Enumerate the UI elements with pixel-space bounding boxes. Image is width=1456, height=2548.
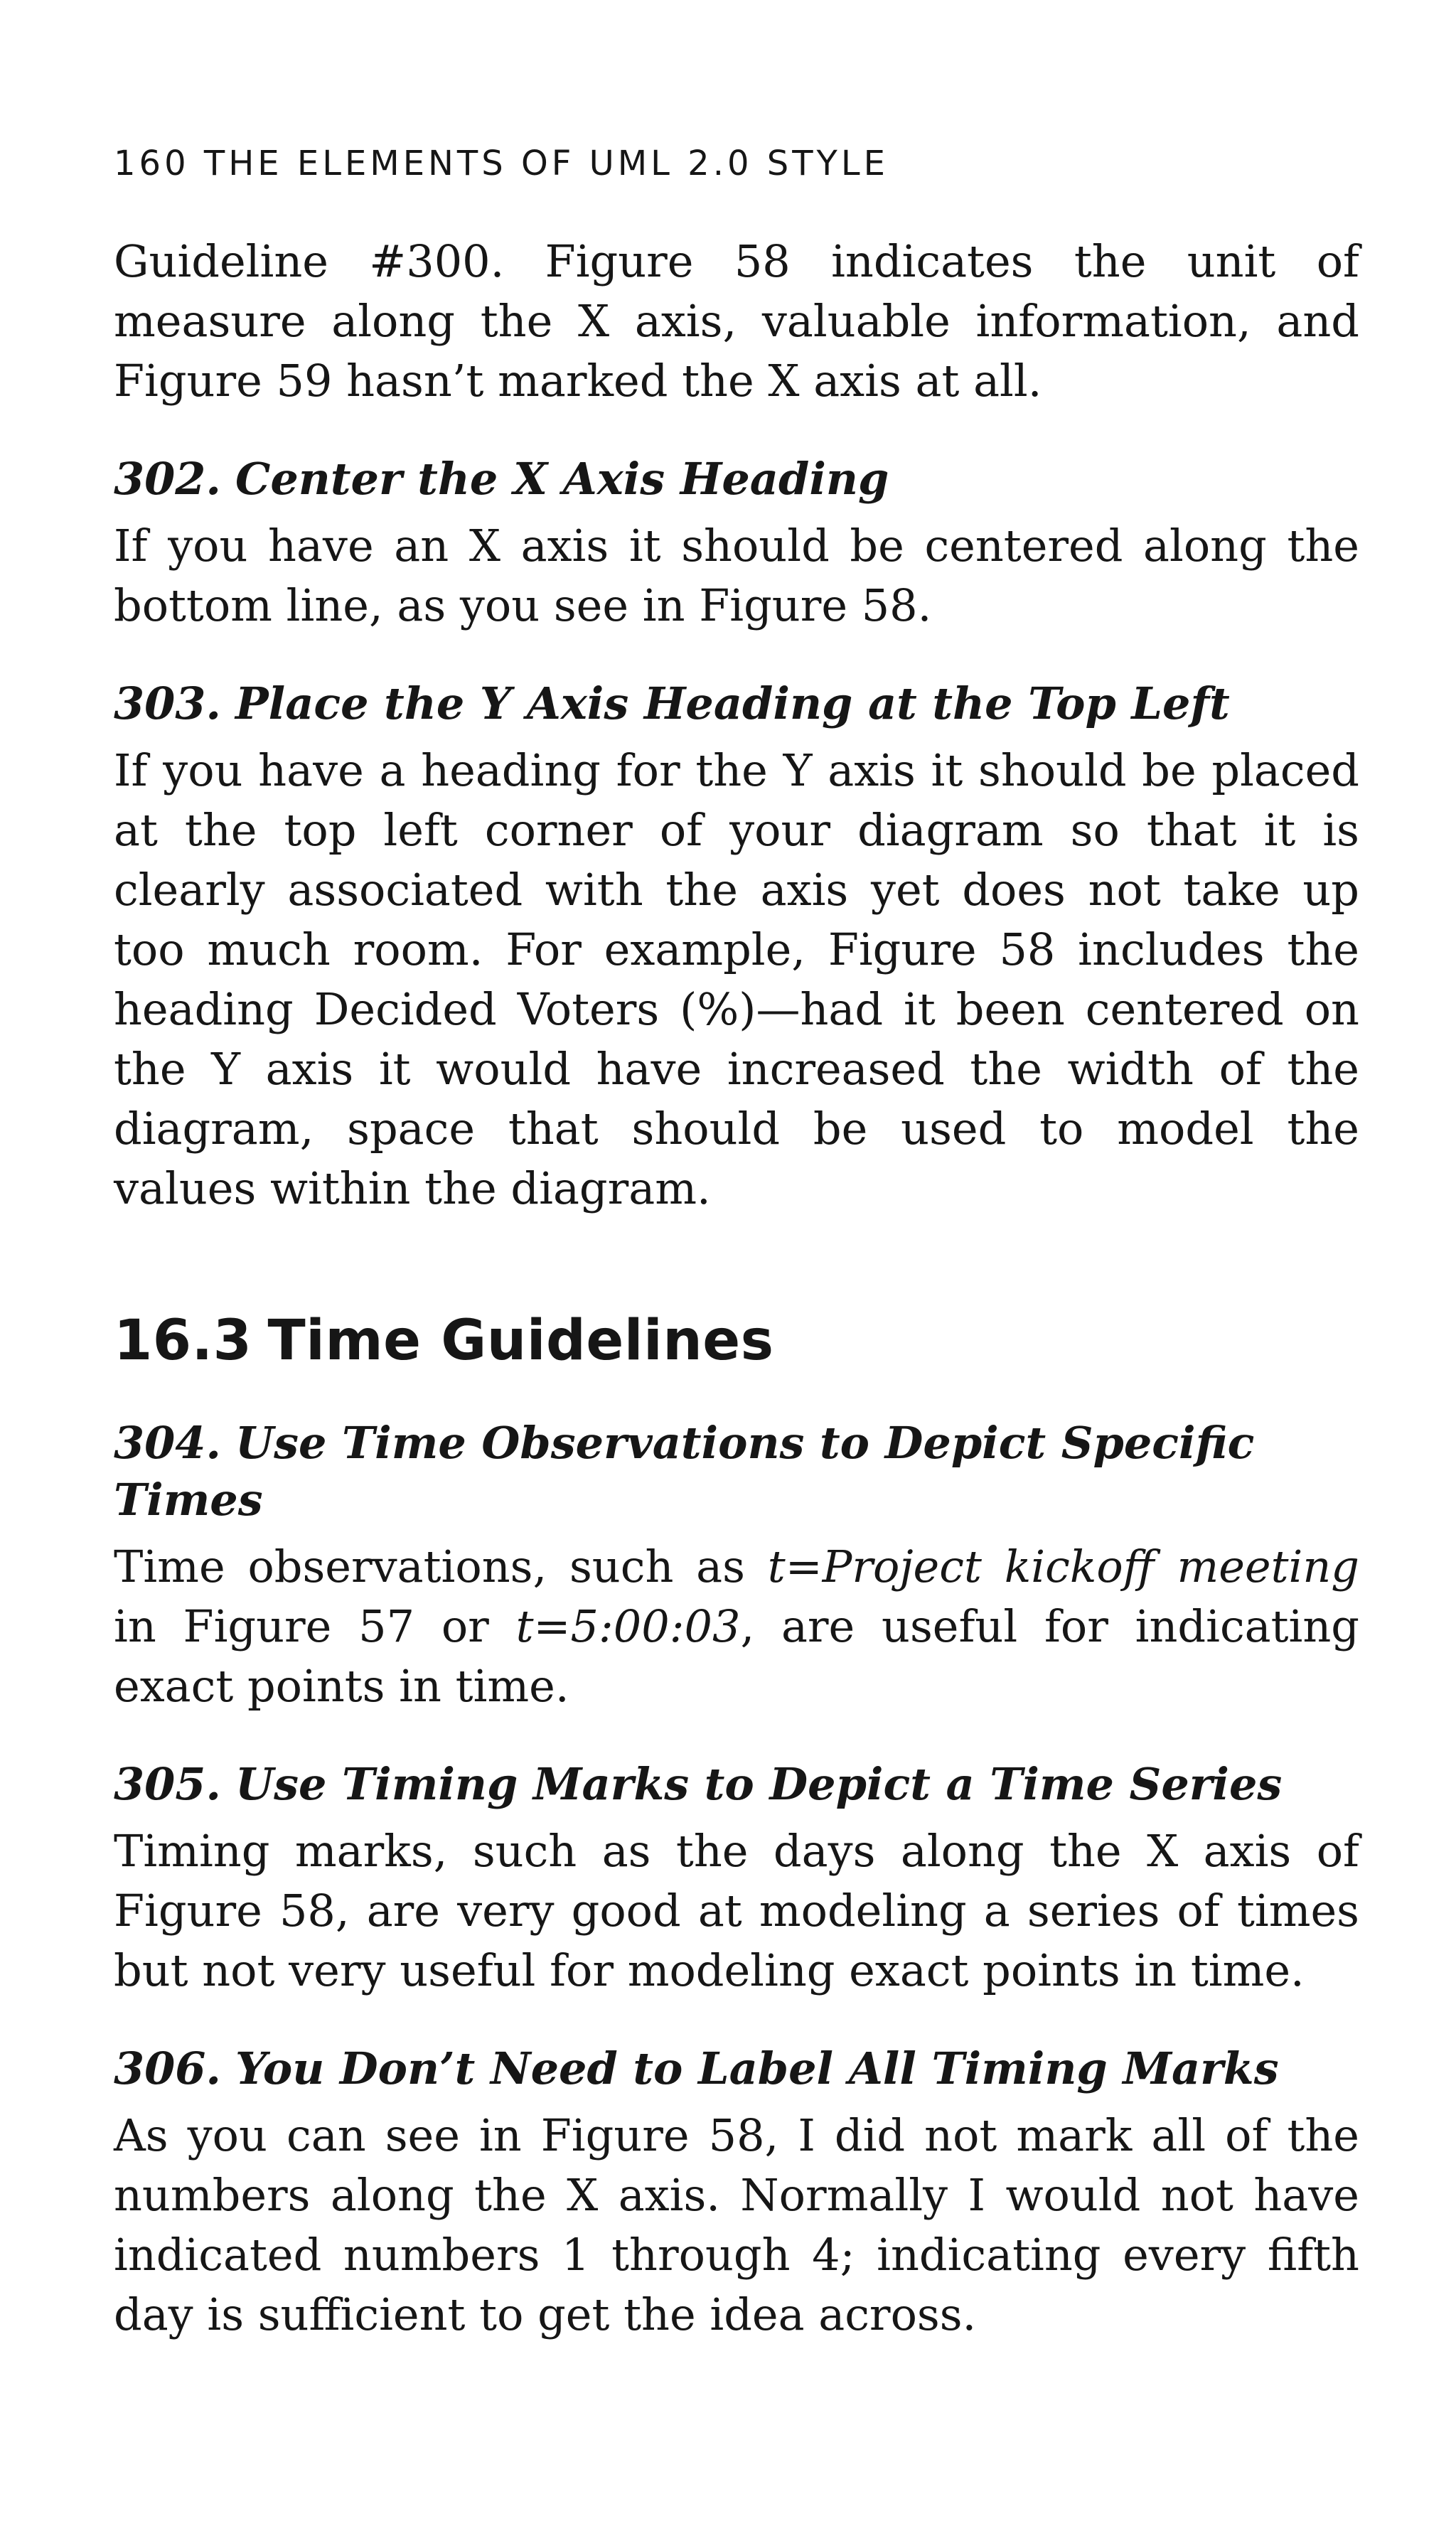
- guideline-text: Timing marks, such as the days along the X axis of Figure 58, are very good at modeling a series of times but not very useful for modeling exact points in time.: [114, 1825, 1359, 1996]
- running-head: 160 THE ELEMENTS OF UML 2.0 STYLE: [114, 144, 889, 183]
- guideline-304: [114, 1415, 1359, 1716]
- section-heading: [114, 1307, 1359, 1375]
- guideline-title: You Don’t Need to Label All Timing Marks: [235, 2043, 1279, 2094]
- guideline-heading: [114, 675, 1359, 732]
- guideline-number: 303.: [114, 678, 222, 729]
- guideline-title: Use Time Observations to Depict Specific Times: [114, 1417, 1255, 1526]
- continued-paragraph: Guideline #300. Figure 58 indicates the unit of measure along the X axis, valuable information, and Figure 59 hasn’t marked the X axis at all.: [114, 235, 1359, 407]
- guideline-number: 305.: [114, 1758, 222, 1810]
- guideline-text: If you have an X axis it should be centered along the bottom line, as you see in Figure 58.: [114, 520, 1359, 631]
- guideline-number: 306.: [114, 2043, 222, 2094]
- guideline-303: [114, 675, 1359, 1219]
- text-run: , are useful for indicating exact points in time.: [114, 1600, 1359, 1712]
- guideline-heading: [114, 1415, 1359, 1529]
- section-number: 16.3: [114, 1309, 252, 1373]
- guideline-305: [114, 1756, 1359, 2001]
- italic-time-observation: t=Project kickoff meeting: [767, 1541, 1359, 1592]
- guideline-number: 304.: [114, 1417, 222, 1469]
- guideline-text: [114, 1537, 1359, 1716]
- italic-time-observation: t=5:00:03: [515, 1600, 741, 1652]
- guideline-heading: [114, 2040, 1359, 2097]
- guideline-306: [114, 2040, 1359, 2345]
- guideline-heading: [114, 451, 1359, 508]
- guideline-title: Center the X Axis Heading: [235, 453, 889, 505]
- guideline-text: If you have a heading for the Y axis it should be placed at the top left corner of your diagram so that it is clearly associated with the axis yet does not take up too much room. For example, Figure 58 includes the heading Decided Voters (%)—had it been centered on the Y axis it would have increased the width of the diagram, space that should be used to model the values within the diagram.: [114, 744, 1359, 1214]
- guideline-title: Place the Y Axis Heading at the Top Left: [235, 678, 1230, 729]
- text-run: Time observations, such as: [114, 1541, 768, 1592]
- section-title: Time Guidelines: [267, 1309, 774, 1373]
- guideline-title: Use Timing Marks to Depict a Time Series: [235, 1758, 1283, 1810]
- guideline-number: 302.: [114, 453, 222, 505]
- book-page: [114, 142, 1359, 2345]
- guideline-text: As you can see in Figure 58, I did not mark all of the numbers along the X axis. Normally I would not have indicated numbers 1 through 4; indicating every fifth day is sufficient to get the idea across.: [114, 2109, 1359, 2340]
- section-time-guidelines: [114, 1307, 1359, 1375]
- guideline-302: [114, 451, 1359, 636]
- text-run: in Figure 57 or: [114, 1600, 516, 1652]
- guideline-heading: [114, 1756, 1359, 1813]
